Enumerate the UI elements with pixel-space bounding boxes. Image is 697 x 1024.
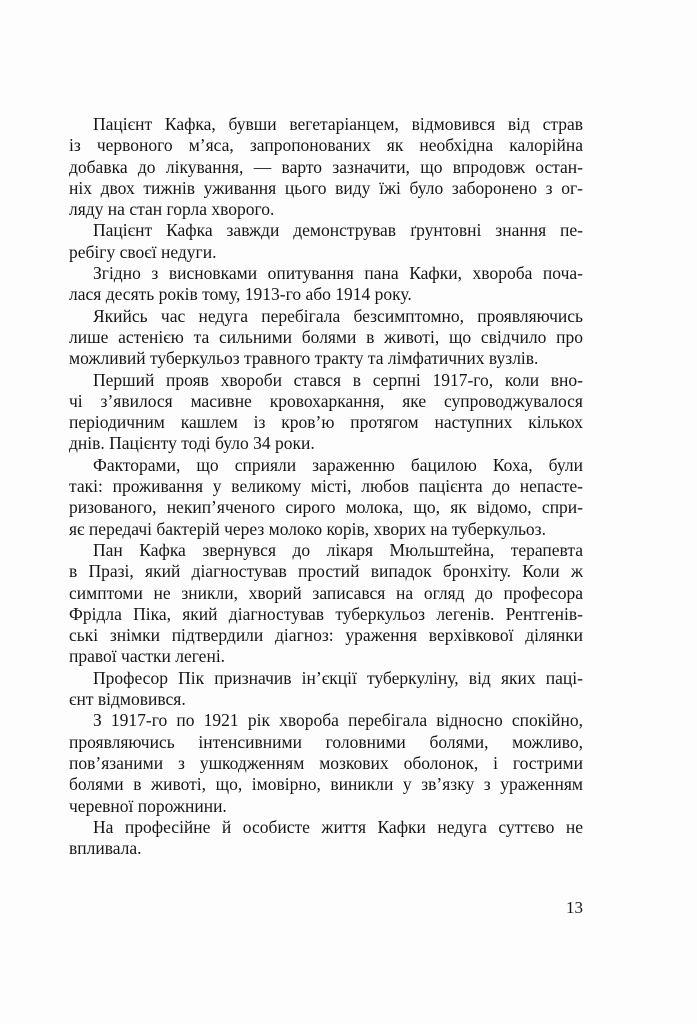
text-line: симптоми не зникли, хворий записався на огляд до професора bbox=[69, 582, 583, 603]
text-line: єнт відмовився. bbox=[69, 689, 186, 710]
text-line: черевної порожнини. bbox=[69, 795, 227, 816]
text-line: ризованого, некип’яченого сирого молока, що, як відомо, спри- bbox=[69, 497, 583, 518]
text-line: проявляючись інтенсивними головними болями, можливо, bbox=[69, 731, 583, 752]
text-line: болями в животі, що, імовірно, виникли у зв’язку з ураженням bbox=[69, 774, 583, 795]
paragraph bbox=[69, 220, 583, 263]
text-line: правої частки легені. bbox=[69, 646, 226, 667]
text-line: в Празі, який діагностував простий випадок бронхіту. Коли ж bbox=[69, 561, 583, 582]
text-line: періодичним кашлем із кров’ю протягом наступних кількох bbox=[69, 412, 583, 433]
text-line: Згідно з висновками опитування пана Кафки, хвороба поча- bbox=[93, 263, 583, 284]
text-line: Пан Кафка звернувся до лікаря Мюльштейна, терапевта bbox=[93, 539, 583, 560]
text-line: можливий туберкульоз травного тракту та лімфатичних вузлів. bbox=[69, 348, 539, 369]
text-line: З 1917-го по 1921 рік хвороба перебігала відносно спокійно, bbox=[93, 710, 583, 731]
text-line: ніх двох тижнів уживання цього виду їжі було заборонено з ог- bbox=[69, 177, 583, 198]
text-line: Перший прояв хвороби стався в серпні 1917-го, коли вно- bbox=[93, 369, 583, 390]
paragraph bbox=[69, 263, 583, 306]
paragraph bbox=[69, 540, 583, 668]
paragraph bbox=[69, 370, 583, 455]
text-line: яє передачі бактерій через молоко корів, хворих на туберкульоз. bbox=[69, 518, 546, 539]
text-line: із червоного м’яса, запропонованих як необхідна калорійна bbox=[69, 135, 583, 156]
text-line: днів. Пацієнту тоді було 34 роки. bbox=[69, 433, 315, 454]
text-line: ребігу своєї недуги. bbox=[69, 241, 217, 262]
paragraph bbox=[69, 817, 583, 860]
paragraph bbox=[69, 455, 583, 540]
text-line: Факторами, що сприяли зараженню бацилою Коха, були bbox=[93, 454, 583, 475]
text-line: Фрідла Піка, який діагностував туберкульоз легенів. Рентгенів- bbox=[69, 603, 583, 624]
text-line: добавка до лікування, — варто зазначити, що впродовж остан- bbox=[69, 156, 583, 177]
text-line: чі з’явилося масивне кровохаркання, яке супроводжувалося bbox=[69, 390, 583, 411]
text-line: лише астенією та сильними болями в животі, що свідчило про bbox=[69, 326, 583, 347]
paragraph bbox=[69, 668, 583, 711]
paragraph bbox=[69, 114, 583, 220]
paragraph bbox=[69, 306, 583, 370]
text-line: впливала. bbox=[69, 838, 142, 859]
text-line: На професійне й особисте життя Кафки недуга суттєво не bbox=[93, 816, 583, 837]
text-line: Пацієнт Кафка завжди демонстрував ґрунтовні знання пе- bbox=[93, 220, 583, 241]
text-line: Пацієнт Кафка, бувши вегетаріанцем, відмовився від страв bbox=[93, 114, 583, 134]
paragraph bbox=[69, 710, 583, 816]
text-line: Якийсь час недуга перебігала безсимптомно, проявляючись bbox=[93, 305, 583, 326]
text-line: такі: проживання у великому місті, любов пацієнта до непасте- bbox=[69, 476, 583, 497]
text-line: ляду на стан горла хворого. bbox=[69, 199, 275, 220]
page-number: 13 bbox=[566, 898, 583, 917]
text-line: ські знімки підтвердили діагноз: ураження верхівкової ділянки bbox=[69, 625, 583, 646]
text-line: Професор Пік призначив ін’єкції туберкуліну, від яких паці- bbox=[93, 667, 583, 688]
text-line: пов’язаними з ушкодженням мозкових оболонок, і гострими bbox=[69, 752, 583, 773]
text-line: лася десять років тому, 1913-го або 1914 року. bbox=[69, 284, 412, 305]
page-text-block bbox=[69, 114, 583, 859]
